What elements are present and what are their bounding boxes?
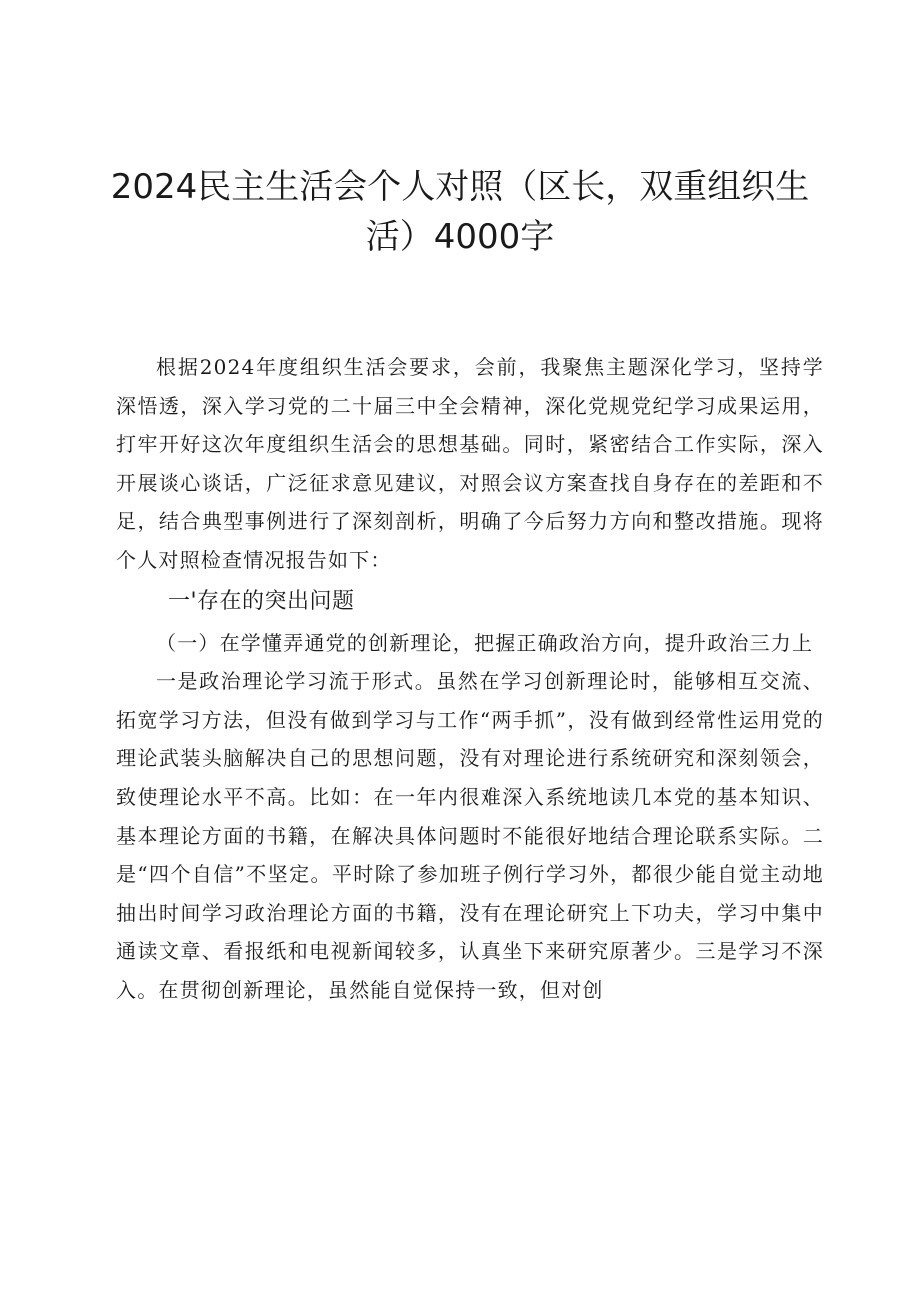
title-line-2: 活）4000字 [365,217,555,257]
document-body [116,348,824,1010]
body-paragraph-1: 一是政治理论学习流于形式。虽然在学习创新理论时，能够相互交流、拓宽学习方法，但没有做到学习与工作“两手抓”，没有做到经常性运用党的理论武装头脑解决自己的思想问题，没有对理论进行系统研究和深刻领会，致使理论水平不高。比如：在一年内很难深入系统地读几本党的基本知识、基本理论方面的书籍，在解决具体问题时不能很好地结合理论联系实际。二是“四个自信”不坚定。平时除了参加班子例行学习外，都很少能自觉主动地抽出时间学习政治理论方面的书籍，没有在理论研究上下功夫，学习中集中通读文章、看报纸和电视新闻较多，认真坐下来研究原著少。三是学习不深入。在贯彻创新理论，虽然能自觉保持一致，但对创 [116,669,824,1002]
intro-paragraph: 根据2024年度组织生活会要求，会前，我聚焦主题深化学习，坚持学深悟透，深入学习党的二十届三中全会精神，深化党规党纪学习成果运用，打牢开好这次年度组织生活会的思想基础。同时，紧密结合工作实际，深入开展谈心谈话，广泛征求意见建议，对照会议方案查找自身存在的差距和不足，结合典型事例进行了深刻剖析，明确了今后努力方向和整改措施。现将个人对照检查情况报告如下： [116,355,824,572]
document-title [100,162,820,262]
title-line-1: 2024民主生活会个人对照（区长，双重组织生 [110,167,810,207]
subsection-heading: （一）在学懂弄通党的创新理论，把握正确政治方向，提升政治三力上 [156,630,814,655]
section-heading: 一'存在的突出问题 [168,588,355,614]
